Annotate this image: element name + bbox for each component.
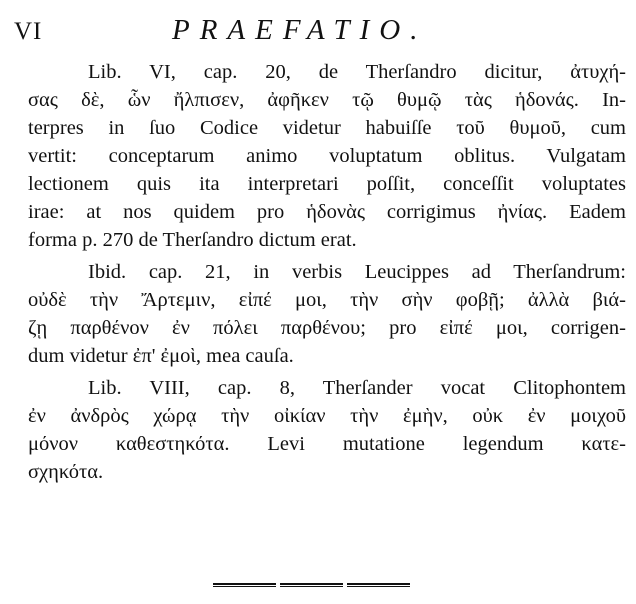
- text-line: Lib. VIII, cap. 8, Therſander vocat Clitophontem: [88, 377, 626, 399]
- text-line: dum videtur ἐπ' ἐμοὶ, mea cauſa.: [28, 345, 294, 367]
- text-line: terpres in ſuo Codice videtur habuiſſe τοῦ θυμοῦ, cum: [28, 117, 626, 139]
- end-ornament-rule: [213, 583, 410, 589]
- text-line: ζῃ παρθένον ἐν πόλει παρθένου; pro εἰπέ μοι, corrigen-: [28, 317, 626, 339]
- text-line: σας δὲ, ὧν ἤλπισεν, ἀφῆκεν τῷ θυμῷ τὰς ἡδονάς. In-: [28, 89, 626, 111]
- page-header: [0, 12, 636, 52]
- text-line: σχηκότα.: [28, 461, 104, 483]
- text-line: μόνον καθεστηκότα. Levi mutatione legendum κατε-: [28, 433, 626, 455]
- text-line: irae: at nos quidem pro ἡδονὰς corrigimus ἠνίας. Eadem: [28, 201, 626, 223]
- paragraph-lib-viii: [28, 374, 626, 486]
- preface-body: [28, 58, 626, 490]
- rule-segment: [280, 583, 343, 587]
- text-line: lectionem quis ita interpretari poſſit, conceſſit voluptates: [28, 173, 626, 195]
- text-line: Lib. VI, cap. 20, de Therſandro dicitur, ἀτυχή-: [88, 61, 626, 83]
- text-line: forma p. 270 de Therſandro dictum erat.: [28, 229, 357, 251]
- page-number: VI: [14, 18, 43, 45]
- running-title: PRAEFATIO.: [172, 14, 428, 46]
- text-line: Ibid. cap. 21, in verbis Leucippes ad Therſandrum:: [88, 261, 626, 283]
- text-line: οὐδὲ τὴν Ἄρτεμιν, εἰπέ μοι, τὴν σὴν φοβῇ; ἀλλὰ βιά-: [28, 289, 626, 311]
- rule-segment: [347, 583, 410, 587]
- paragraph-lib-vi: [28, 58, 626, 254]
- text-line: vertit: conceptarum animo voluptatum oblitus. Vulgatam: [28, 145, 626, 167]
- text-line: ἐν ἀνδρὸς χώρᾳ τὴν οἰκίαν τὴν ἐμὴν, οὐκ ἐν μοιχοῦ: [28, 405, 626, 427]
- paragraph-ibid: [28, 258, 626, 370]
- rule-segment: [213, 583, 276, 587]
